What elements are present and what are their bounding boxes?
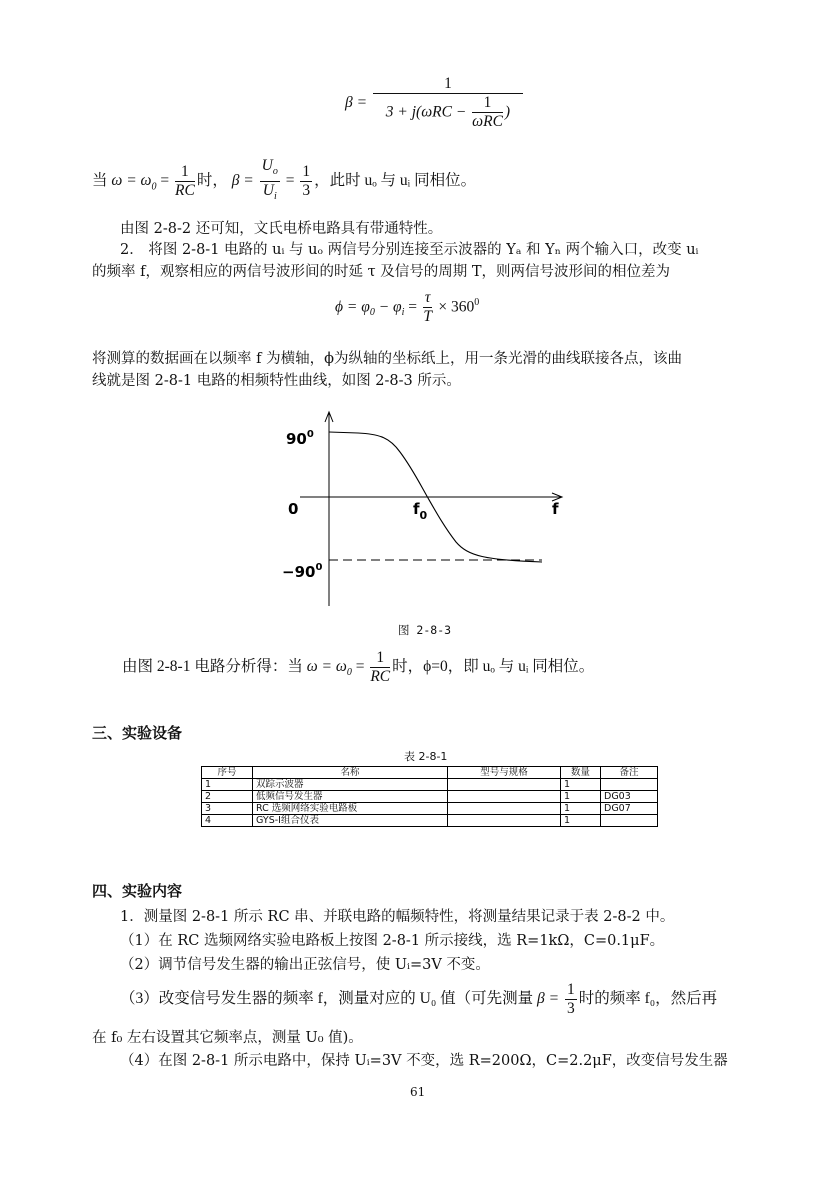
- formula-phase: $\phi = \varphi_0 - \varphi_i$ = $\frac{\tau}{T}$ × $360^0$: [335, 289, 480, 325]
- table-row: 2 低频信号发生器 1 DG03: [202, 791, 658, 803]
- table-row: 3 RC 选频网络实验电路板 1 DG07: [202, 803, 658, 815]
- phase-frequency-figure: [280, 408, 600, 608]
- table-header-row: 序号 名称 型号与规格 数量 备注: [202, 767, 658, 779]
- label-90: $90^0$: [286, 429, 314, 448]
- paragraph-plot-line2: 线就是图 2-8-1 电路的相频特性曲线，如图 2-8-3 所示。: [92, 373, 461, 389]
- item-1-4: （4）在图 2-8-1 所示电路中，保持 Uᵢ=3V 不变，选 R=200Ω，C=2.2μF，改变信号发生器: [120, 1053, 728, 1069]
- table-row: 1 双踪示波器 1: [202, 779, 658, 791]
- figure-caption: 图 2-8-3: [398, 623, 452, 637]
- item-1-3-continued: 在 f₀ 左右设置其它频率点，测量 U₀ 值)。: [92, 1030, 363, 1046]
- label-0: 0: [288, 500, 299, 518]
- section-equipment-heading: 三、实验设备: [92, 724, 183, 742]
- beta-numerator: 1: [373, 76, 523, 94]
- table-title: 表 2-8-1: [404, 750, 448, 763]
- label-minus90: $-90^0$: [282, 562, 323, 581]
- section-content-heading: 四、实验内容: [92, 882, 183, 900]
- beta-denominator: 3 + j(ωRC − $\frac{1}{\text{ωRC}}$ ): [385, 94, 511, 130]
- label-f: f: [552, 500, 559, 518]
- item-1-2: （2）调节信号发生器的输出正弦信号，使 Uᵢ=3V 不变。: [120, 957, 490, 973]
- item-1-3: （3）改变信号发生器的频率 f，测量对应的 U₀ 值（可先测量 β = $\frac{1}{3}$ 时的频率 f₀，然后再: [120, 981, 718, 1017]
- equipment-table: [201, 766, 658, 827]
- page-number: 61: [410, 1085, 426, 1099]
- formula-beta: β = 1 3 + j(ωRC − $\frac{1}{\text{ωRC}}$ ): [345, 76, 525, 130]
- table-row: 4 GYS-Ⅰ组合仪表 1: [202, 815, 658, 827]
- item-1-1: （1）在 RC 选频网络实验电路板上按图 2-8-1 所示接线，选 R=1kΩ，C=0.1μF。: [120, 933, 665, 949]
- line-when-omega: 当 $\omega = \omega_0$ = $\frac{1}{RC}$ 时， β = $\frac{U_o}{U_i}$ = $\frac{1}{3}$ ，此时 uₒ 与 uᵢ 同相位。: [92, 157, 477, 203]
- paragraph-plot-line1: 将测算的数据画在以频率 f 为横轴，ϕ为纵轴的坐标纸上，用一条光滑的曲线联接各点，该曲: [92, 351, 682, 367]
- paragraph-analysis: 由图 2-8-1 电路分析得：当 $\omega = \omega_0$ = $\frac{1}{RC}$ 时，ϕ=0，即 uₒ 与 uᵢ 同相位。: [122, 649, 595, 685]
- paragraph-step2-line1: 2． 将图 2-8-1 电路的 uᵢ 与 uₒ 两信号分别连接至示波器的 Yₐ 和 Yₙ 两个输入口，改变 uᵢ: [120, 242, 699, 258]
- paragraph-bandpass: 由图 2-8-2 还可知，文氏电桥电路具有带通特性。: [120, 221, 443, 237]
- paragraph-step2-line2: 的频率 f，观察相应的两信号波形间的时延 τ 及信号的周期 T，则两信号波形间的相位差为: [92, 264, 670, 280]
- item-1: 1．测量图 2-8-1 所示 RC 串、并联电路的幅频特性，将测量结果记录于表 2-8-2 中。: [120, 909, 675, 925]
- label-f0: $f_0$: [413, 500, 428, 522]
